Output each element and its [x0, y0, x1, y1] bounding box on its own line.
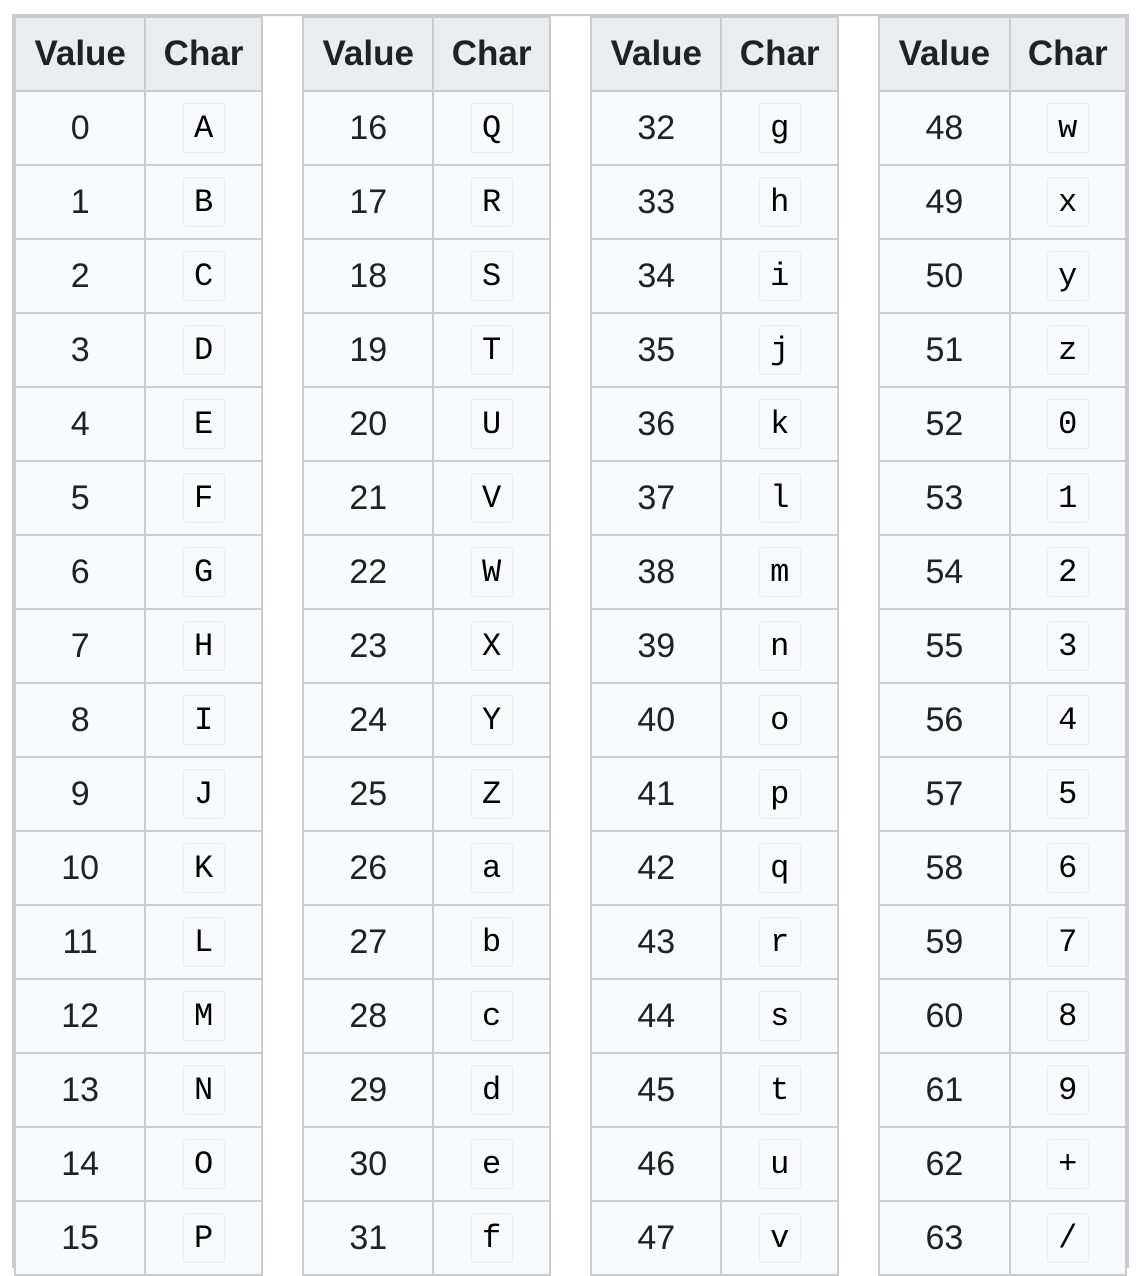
char-code: X	[471, 621, 513, 671]
value-cell: 61	[879, 1053, 1009, 1127]
char-cell	[433, 239, 549, 313]
group-gap	[550, 979, 591, 1053]
group-gap	[262, 461, 303, 535]
group-gap	[262, 91, 303, 165]
char-code: g	[759, 103, 801, 153]
group-gap	[550, 757, 591, 831]
value-cell: 59	[879, 905, 1009, 979]
char-code: U	[471, 399, 513, 449]
char-code: o	[759, 695, 801, 745]
char-cell	[145, 461, 261, 535]
char-code: y	[1047, 251, 1089, 301]
table-row	[15, 1053, 1126, 1127]
value-cell: 3	[15, 313, 145, 387]
group-gap	[838, 609, 879, 683]
char-cell	[145, 313, 261, 387]
value-column-header: Value	[879, 17, 1009, 91]
char-code: 4	[1047, 695, 1089, 745]
char-cell	[145, 979, 261, 1053]
value-cell: 32	[591, 91, 721, 165]
group-gap	[838, 91, 879, 165]
char-code: Y	[471, 695, 513, 745]
group-gap	[838, 979, 879, 1053]
group-gap	[262, 757, 303, 831]
value-cell: 7	[15, 609, 145, 683]
char-cell	[433, 1053, 549, 1127]
char-cell	[433, 1127, 549, 1201]
char-code: 9	[1047, 1065, 1089, 1115]
char-code: 5	[1047, 769, 1089, 819]
char-code: T	[471, 325, 513, 375]
value-cell: 46	[591, 1127, 721, 1201]
char-code: b	[471, 917, 513, 967]
value-cell: 62	[879, 1127, 1009, 1201]
char-code: J	[183, 769, 225, 819]
char-code: f	[471, 1213, 513, 1263]
table-row	[15, 165, 1126, 239]
group-gap	[550, 609, 591, 683]
char-cell	[1010, 905, 1126, 979]
value-cell: 43	[591, 905, 721, 979]
value-cell: 2	[15, 239, 145, 313]
char-cell	[145, 757, 261, 831]
char-cell	[1010, 1127, 1126, 1201]
header-row	[15, 17, 1126, 91]
char-code: p	[759, 769, 801, 819]
value-cell: 0	[15, 91, 145, 165]
char-cell	[721, 1201, 837, 1275]
group-gap	[262, 1053, 303, 1127]
value-cell: 63	[879, 1201, 1009, 1275]
group-gap	[838, 17, 879, 91]
value-column-header: Value	[591, 17, 721, 91]
table-row	[15, 535, 1126, 609]
group-gap	[550, 17, 591, 91]
group-gap	[550, 1127, 591, 1201]
group-gap	[262, 17, 303, 91]
char-cell	[721, 831, 837, 905]
value-cell: 49	[879, 165, 1009, 239]
value-cell: 36	[591, 387, 721, 461]
char-cell	[1010, 91, 1126, 165]
group-gap	[550, 1201, 591, 1275]
group-gap	[550, 91, 591, 165]
value-column-header: Value	[303, 17, 433, 91]
value-cell: 6	[15, 535, 145, 609]
char-cell	[721, 387, 837, 461]
char-cell	[1010, 683, 1126, 757]
char-cell	[1010, 461, 1126, 535]
group-gap	[838, 239, 879, 313]
table-row	[15, 461, 1126, 535]
value-cell: 21	[303, 461, 433, 535]
group-gap	[550, 905, 591, 979]
group-gap	[262, 979, 303, 1053]
value-cell: 1	[15, 165, 145, 239]
group-gap	[550, 165, 591, 239]
char-code: N	[183, 1065, 225, 1115]
char-cell	[145, 905, 261, 979]
value-cell: 10	[15, 831, 145, 905]
value-cell: 25	[303, 757, 433, 831]
char-cell	[721, 979, 837, 1053]
group-gap	[262, 535, 303, 609]
value-cell: 55	[879, 609, 1009, 683]
table-row	[15, 831, 1126, 905]
value-cell: 17	[303, 165, 433, 239]
value-cell: 13	[15, 1053, 145, 1127]
value-cell: 54	[879, 535, 1009, 609]
char-cell	[721, 239, 837, 313]
char-cell	[1010, 165, 1126, 239]
char-column-header: Char	[1010, 17, 1126, 91]
value-cell: 23	[303, 609, 433, 683]
char-code: c	[471, 991, 513, 1041]
char-cell	[433, 831, 549, 905]
group-gap	[550, 387, 591, 461]
group-gap	[262, 1127, 303, 1201]
char-cell	[145, 239, 261, 313]
group-gap	[550, 535, 591, 609]
value-cell: 30	[303, 1127, 433, 1201]
value-cell: 44	[591, 979, 721, 1053]
group-gap	[838, 535, 879, 609]
group-gap	[838, 1201, 879, 1275]
table-row	[15, 757, 1126, 831]
table-row	[15, 387, 1126, 461]
char-cell	[433, 905, 549, 979]
value-cell: 15	[15, 1201, 145, 1275]
char-code: w	[1047, 103, 1089, 153]
value-cell: 16	[303, 91, 433, 165]
char-cell	[1010, 757, 1126, 831]
char-code: V	[471, 473, 513, 523]
char-code: W	[471, 547, 513, 597]
value-cell: 29	[303, 1053, 433, 1127]
char-code: Z	[471, 769, 513, 819]
group-gap	[838, 757, 879, 831]
value-cell: 8	[15, 683, 145, 757]
value-cell: 57	[879, 757, 1009, 831]
value-column-header: Value	[15, 17, 145, 91]
char-cell	[145, 683, 261, 757]
char-code: B	[183, 177, 225, 227]
char-cell	[1010, 313, 1126, 387]
group-gap	[838, 905, 879, 979]
char-code: R	[471, 177, 513, 227]
char-code: 0	[1047, 399, 1089, 449]
char-cell	[433, 461, 549, 535]
value-cell: 22	[303, 535, 433, 609]
char-cell	[433, 387, 549, 461]
char-cell	[721, 165, 837, 239]
char-code: q	[759, 843, 801, 893]
char-code: 6	[1047, 843, 1089, 893]
char-code: z	[1047, 325, 1089, 375]
value-cell: 56	[879, 683, 1009, 757]
table-body	[15, 91, 1126, 1275]
char-code: s	[759, 991, 801, 1041]
value-cell: 52	[879, 387, 1009, 461]
value-cell: 27	[303, 905, 433, 979]
char-cell	[433, 313, 549, 387]
value-cell: 48	[879, 91, 1009, 165]
char-cell	[1010, 239, 1126, 313]
group-gap	[550, 313, 591, 387]
group-gap	[550, 461, 591, 535]
char-cell	[721, 683, 837, 757]
table-row	[15, 979, 1126, 1053]
base64-table-container	[12, 14, 1129, 1268]
char-cell	[721, 609, 837, 683]
group-gap	[262, 1201, 303, 1275]
char-cell	[433, 683, 549, 757]
char-cell	[145, 1053, 261, 1127]
char-code: M	[183, 991, 225, 1041]
group-gap	[838, 1127, 879, 1201]
value-cell: 33	[591, 165, 721, 239]
group-gap	[550, 239, 591, 313]
char-cell	[721, 905, 837, 979]
char-code: C	[183, 251, 225, 301]
base64-index-table	[14, 16, 1127, 1276]
group-gap	[838, 165, 879, 239]
char-code: 8	[1047, 991, 1089, 1041]
value-cell: 39	[591, 609, 721, 683]
group-gap	[838, 313, 879, 387]
char-code: H	[183, 621, 225, 671]
value-cell: 42	[591, 831, 721, 905]
group-gap	[838, 683, 879, 757]
char-column-header: Char	[721, 17, 837, 91]
char-cell	[721, 313, 837, 387]
table-row	[15, 313, 1126, 387]
char-cell	[433, 91, 549, 165]
char-code: K	[183, 843, 225, 893]
char-code: 7	[1047, 917, 1089, 967]
value-cell: 53	[879, 461, 1009, 535]
char-code: D	[183, 325, 225, 375]
char-cell	[145, 1201, 261, 1275]
char-cell	[145, 609, 261, 683]
group-gap	[838, 387, 879, 461]
table-row	[15, 683, 1126, 757]
char-code: S	[471, 251, 513, 301]
char-cell	[721, 91, 837, 165]
char-code: x	[1047, 177, 1089, 227]
char-cell	[1010, 1053, 1126, 1127]
char-column-header: Char	[433, 17, 549, 91]
char-cell	[145, 165, 261, 239]
char-cell	[433, 979, 549, 1053]
value-cell: 34	[591, 239, 721, 313]
group-gap	[838, 1053, 879, 1127]
char-code: 2	[1047, 547, 1089, 597]
char-code: +	[1047, 1139, 1089, 1189]
value-cell: 18	[303, 239, 433, 313]
char-cell	[145, 535, 261, 609]
char-cell	[721, 461, 837, 535]
char-code: P	[183, 1213, 225, 1263]
value-cell: 28	[303, 979, 433, 1053]
char-cell	[433, 609, 549, 683]
char-cell	[1010, 1201, 1126, 1275]
value-cell: 5	[15, 461, 145, 535]
group-gap	[262, 239, 303, 313]
value-cell: 12	[15, 979, 145, 1053]
char-code: E	[183, 399, 225, 449]
char-code: Q	[471, 103, 513, 153]
group-gap	[838, 461, 879, 535]
char-code: A	[183, 103, 225, 153]
value-cell: 50	[879, 239, 1009, 313]
char-cell	[433, 535, 549, 609]
char-code: L	[183, 917, 225, 967]
group-gap	[262, 313, 303, 387]
char-cell	[145, 1127, 261, 1201]
char-code: n	[759, 621, 801, 671]
char-cell	[721, 1053, 837, 1127]
value-cell: 24	[303, 683, 433, 757]
table-row	[15, 905, 1126, 979]
value-cell: 47	[591, 1201, 721, 1275]
value-cell: 40	[591, 683, 721, 757]
char-code: j	[759, 325, 801, 375]
char-cell	[721, 757, 837, 831]
char-code: i	[759, 251, 801, 301]
char-code: u	[759, 1139, 801, 1189]
group-gap	[262, 831, 303, 905]
char-cell	[145, 387, 261, 461]
value-cell: 60	[879, 979, 1009, 1053]
char-code: m	[759, 547, 801, 597]
group-gap	[262, 905, 303, 979]
char-code: h	[759, 177, 801, 227]
char-cell	[721, 1127, 837, 1201]
value-cell: 14	[15, 1127, 145, 1201]
char-code: 1	[1047, 473, 1089, 523]
char-cell	[1010, 387, 1126, 461]
char-code: e	[471, 1139, 513, 1189]
char-cell	[1010, 979, 1126, 1053]
char-code: 3	[1047, 621, 1089, 671]
char-cell	[145, 831, 261, 905]
group-gap	[550, 1053, 591, 1127]
char-code: l	[759, 473, 801, 523]
value-cell: 9	[15, 757, 145, 831]
group-gap	[262, 609, 303, 683]
char-code: v	[759, 1213, 801, 1263]
table-row	[15, 1201, 1126, 1275]
char-column-header: Char	[145, 17, 261, 91]
char-cell	[721, 535, 837, 609]
char-code: d	[471, 1065, 513, 1115]
group-gap	[550, 831, 591, 905]
char-code: I	[183, 695, 225, 745]
char-code: /	[1047, 1213, 1089, 1263]
table-row	[15, 1127, 1126, 1201]
value-cell: 4	[15, 387, 145, 461]
char-cell	[1010, 609, 1126, 683]
char-code: a	[471, 843, 513, 893]
value-cell: 35	[591, 313, 721, 387]
group-gap	[262, 387, 303, 461]
value-cell: 41	[591, 757, 721, 831]
char-cell	[433, 1201, 549, 1275]
char-code: G	[183, 547, 225, 597]
value-cell: 11	[15, 905, 145, 979]
table-row	[15, 239, 1126, 313]
char-cell	[1010, 535, 1126, 609]
char-cell	[1010, 831, 1126, 905]
char-code: k	[759, 399, 801, 449]
char-cell	[433, 165, 549, 239]
char-code: r	[759, 917, 801, 967]
value-cell: 19	[303, 313, 433, 387]
table-row	[15, 609, 1126, 683]
char-cell	[145, 91, 261, 165]
char-code: t	[759, 1065, 801, 1115]
value-cell: 45	[591, 1053, 721, 1127]
table-row	[15, 91, 1126, 165]
value-cell: 51	[879, 313, 1009, 387]
value-cell: 38	[591, 535, 721, 609]
value-cell: 31	[303, 1201, 433, 1275]
group-gap	[262, 165, 303, 239]
char-code: O	[183, 1139, 225, 1189]
char-cell	[433, 757, 549, 831]
value-cell: 26	[303, 831, 433, 905]
value-cell: 37	[591, 461, 721, 535]
group-gap	[838, 831, 879, 905]
char-code: F	[183, 473, 225, 523]
group-gap	[550, 683, 591, 757]
group-gap	[262, 683, 303, 757]
value-cell: 20	[303, 387, 433, 461]
value-cell: 58	[879, 831, 1009, 905]
